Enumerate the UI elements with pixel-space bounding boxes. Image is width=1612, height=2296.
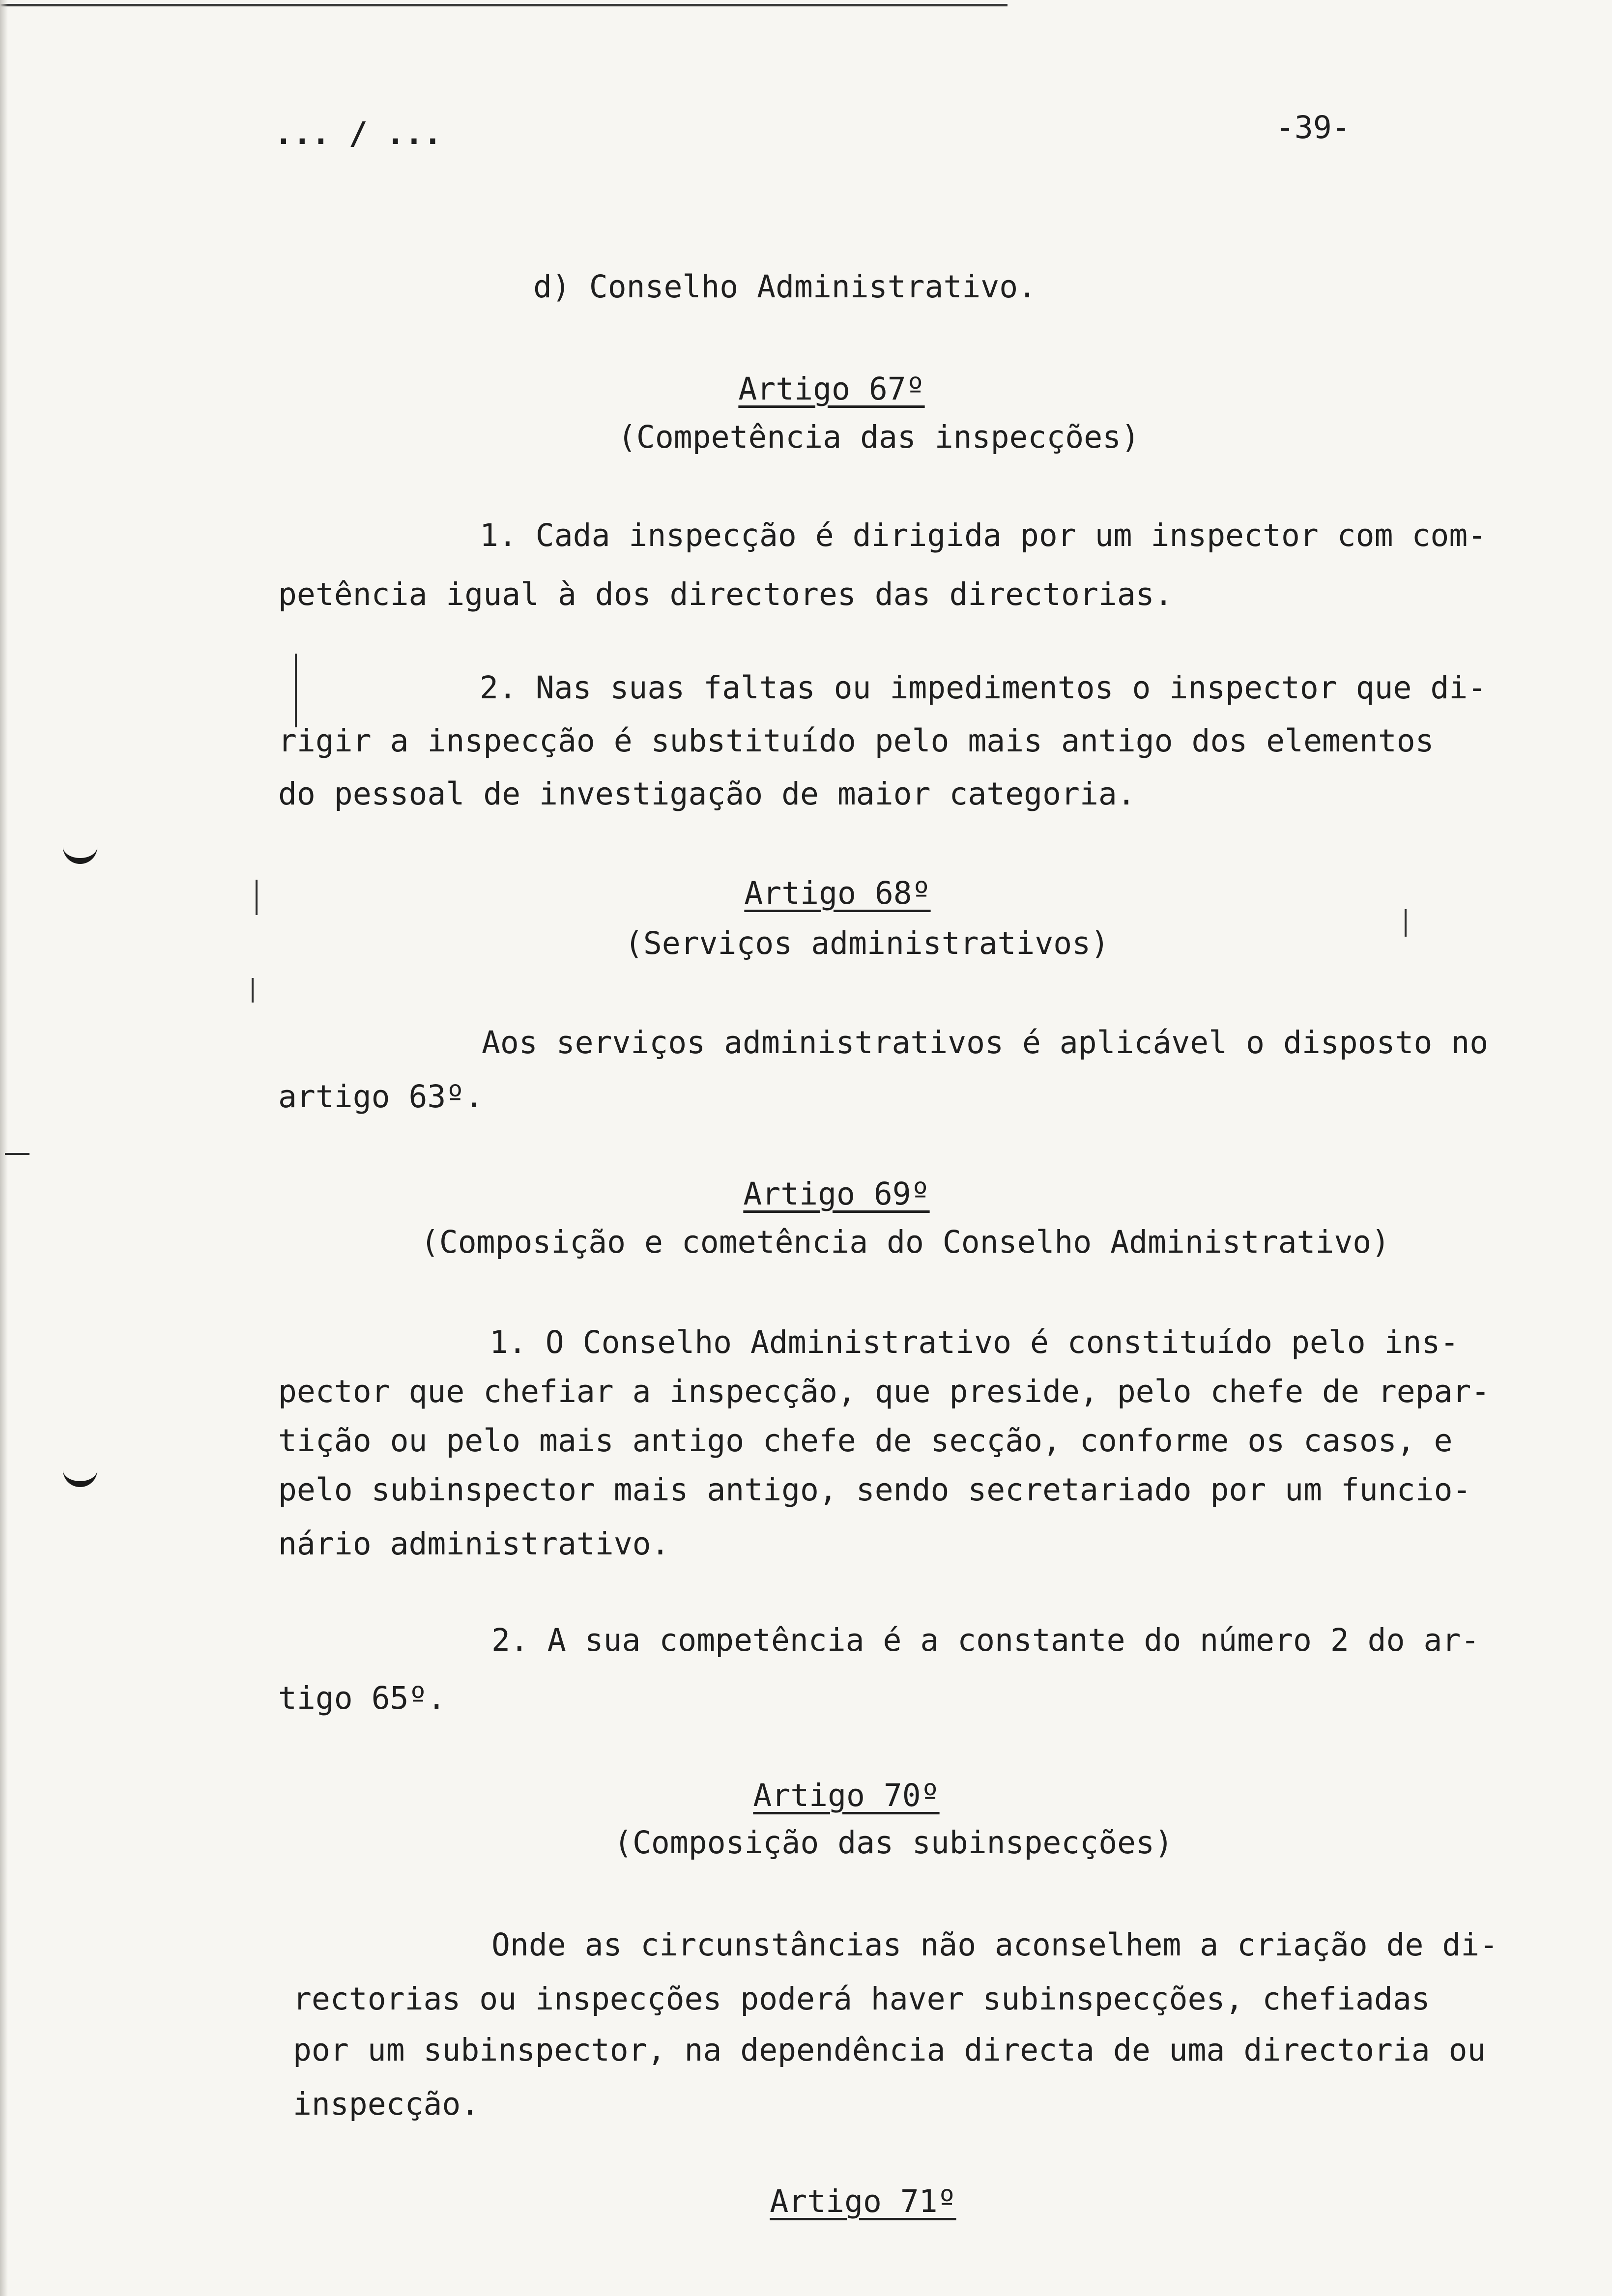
top-rule xyxy=(0,4,1008,6)
punch-mark xyxy=(63,1464,97,1487)
article-67-p2-line1: 2. Nas suas faltas ou impedimentos o inspector que di- xyxy=(480,670,1487,706)
article-68-subtitle: (Serviços administrativos) xyxy=(624,925,1110,961)
article-69-p1-line1: 1. O Conselho Administrativo é constituído pelo ins- xyxy=(489,1324,1459,1360)
article-70-subtitle: (Composição das subinspecções) xyxy=(614,1825,1173,1861)
margin-line xyxy=(295,654,297,727)
article-68-p1-line2: artigo 63º. xyxy=(278,1079,484,1115)
article-67-title: Artigo 67º xyxy=(738,371,925,407)
article-67-p1-line2: petência igual à dos directores das directorias. xyxy=(278,576,1173,612)
article-69-p1-line4: pelo subinspector mais antigo, sendo secretariado por um funcio- xyxy=(278,1472,1471,1508)
article-69-p1-line3: tição ou pelo mais antigo chefe de secção, conforme os casos, e xyxy=(278,1423,1453,1459)
page-number: -39- xyxy=(1276,110,1351,145)
article-69-p2-line1: 2. A sua competência é a constante do número 2 do ar- xyxy=(491,1622,1480,1658)
article-67-p2-line2: rigir a inspecção é substituído pelo mais antigo dos elementos xyxy=(278,723,1434,759)
article-70-p1-line3: por um subinspector, na dependência directa de uma directoria ou xyxy=(293,2032,1486,2068)
punch-mark xyxy=(63,841,97,864)
continuation-mark: ... / ... xyxy=(274,115,442,151)
margin-line xyxy=(252,978,254,1003)
article-68-p1-line1: Aos serviços administrativos é aplicável o disposto no xyxy=(482,1025,1489,1061)
article-69-title: Artigo 69º xyxy=(743,1176,930,1212)
article-68-title: Artigo 68º xyxy=(744,875,931,911)
article-67-p1-line1: 1. Cada inspecção é dirigida por um inspector com com- xyxy=(480,517,1487,553)
article-69-p1-line5: nário administrativo. xyxy=(278,1526,670,1562)
article-67-subtitle: (Competência das inspecções) xyxy=(617,419,1140,455)
article-69-subtitle: (Composição e cometência do Conselho Administrativo) xyxy=(420,1224,1390,1260)
article-70-p1-line4: inspecção. xyxy=(293,2086,480,2122)
article-69-p2-line2: tigo 65º. xyxy=(278,1680,446,1716)
margin-line xyxy=(1405,909,1407,937)
article-70-title: Artigo 70º xyxy=(753,1778,940,1813)
article-67-p2-line3: do pessoal de investigação de maior categoria. xyxy=(278,776,1136,812)
section-heading: d) Conselho Administrativo. xyxy=(533,269,1037,305)
margin-tick xyxy=(5,1153,29,1155)
article-70-p1-line1: Onde as circunstâncias não aconselhem a criação de di- xyxy=(491,1927,1498,1963)
article-71-title: Artigo 71º xyxy=(770,2183,956,2219)
article-69-p1-line2: pector que chefiar a inspecção, que preside, pelo chefe de repar- xyxy=(278,1374,1490,1409)
left-page-edge xyxy=(0,0,8,2296)
article-70-p1-line2: rectorias ou inspecções poderá haver subinspecções, chefiadas xyxy=(293,1981,1430,2017)
margin-line xyxy=(256,880,258,915)
